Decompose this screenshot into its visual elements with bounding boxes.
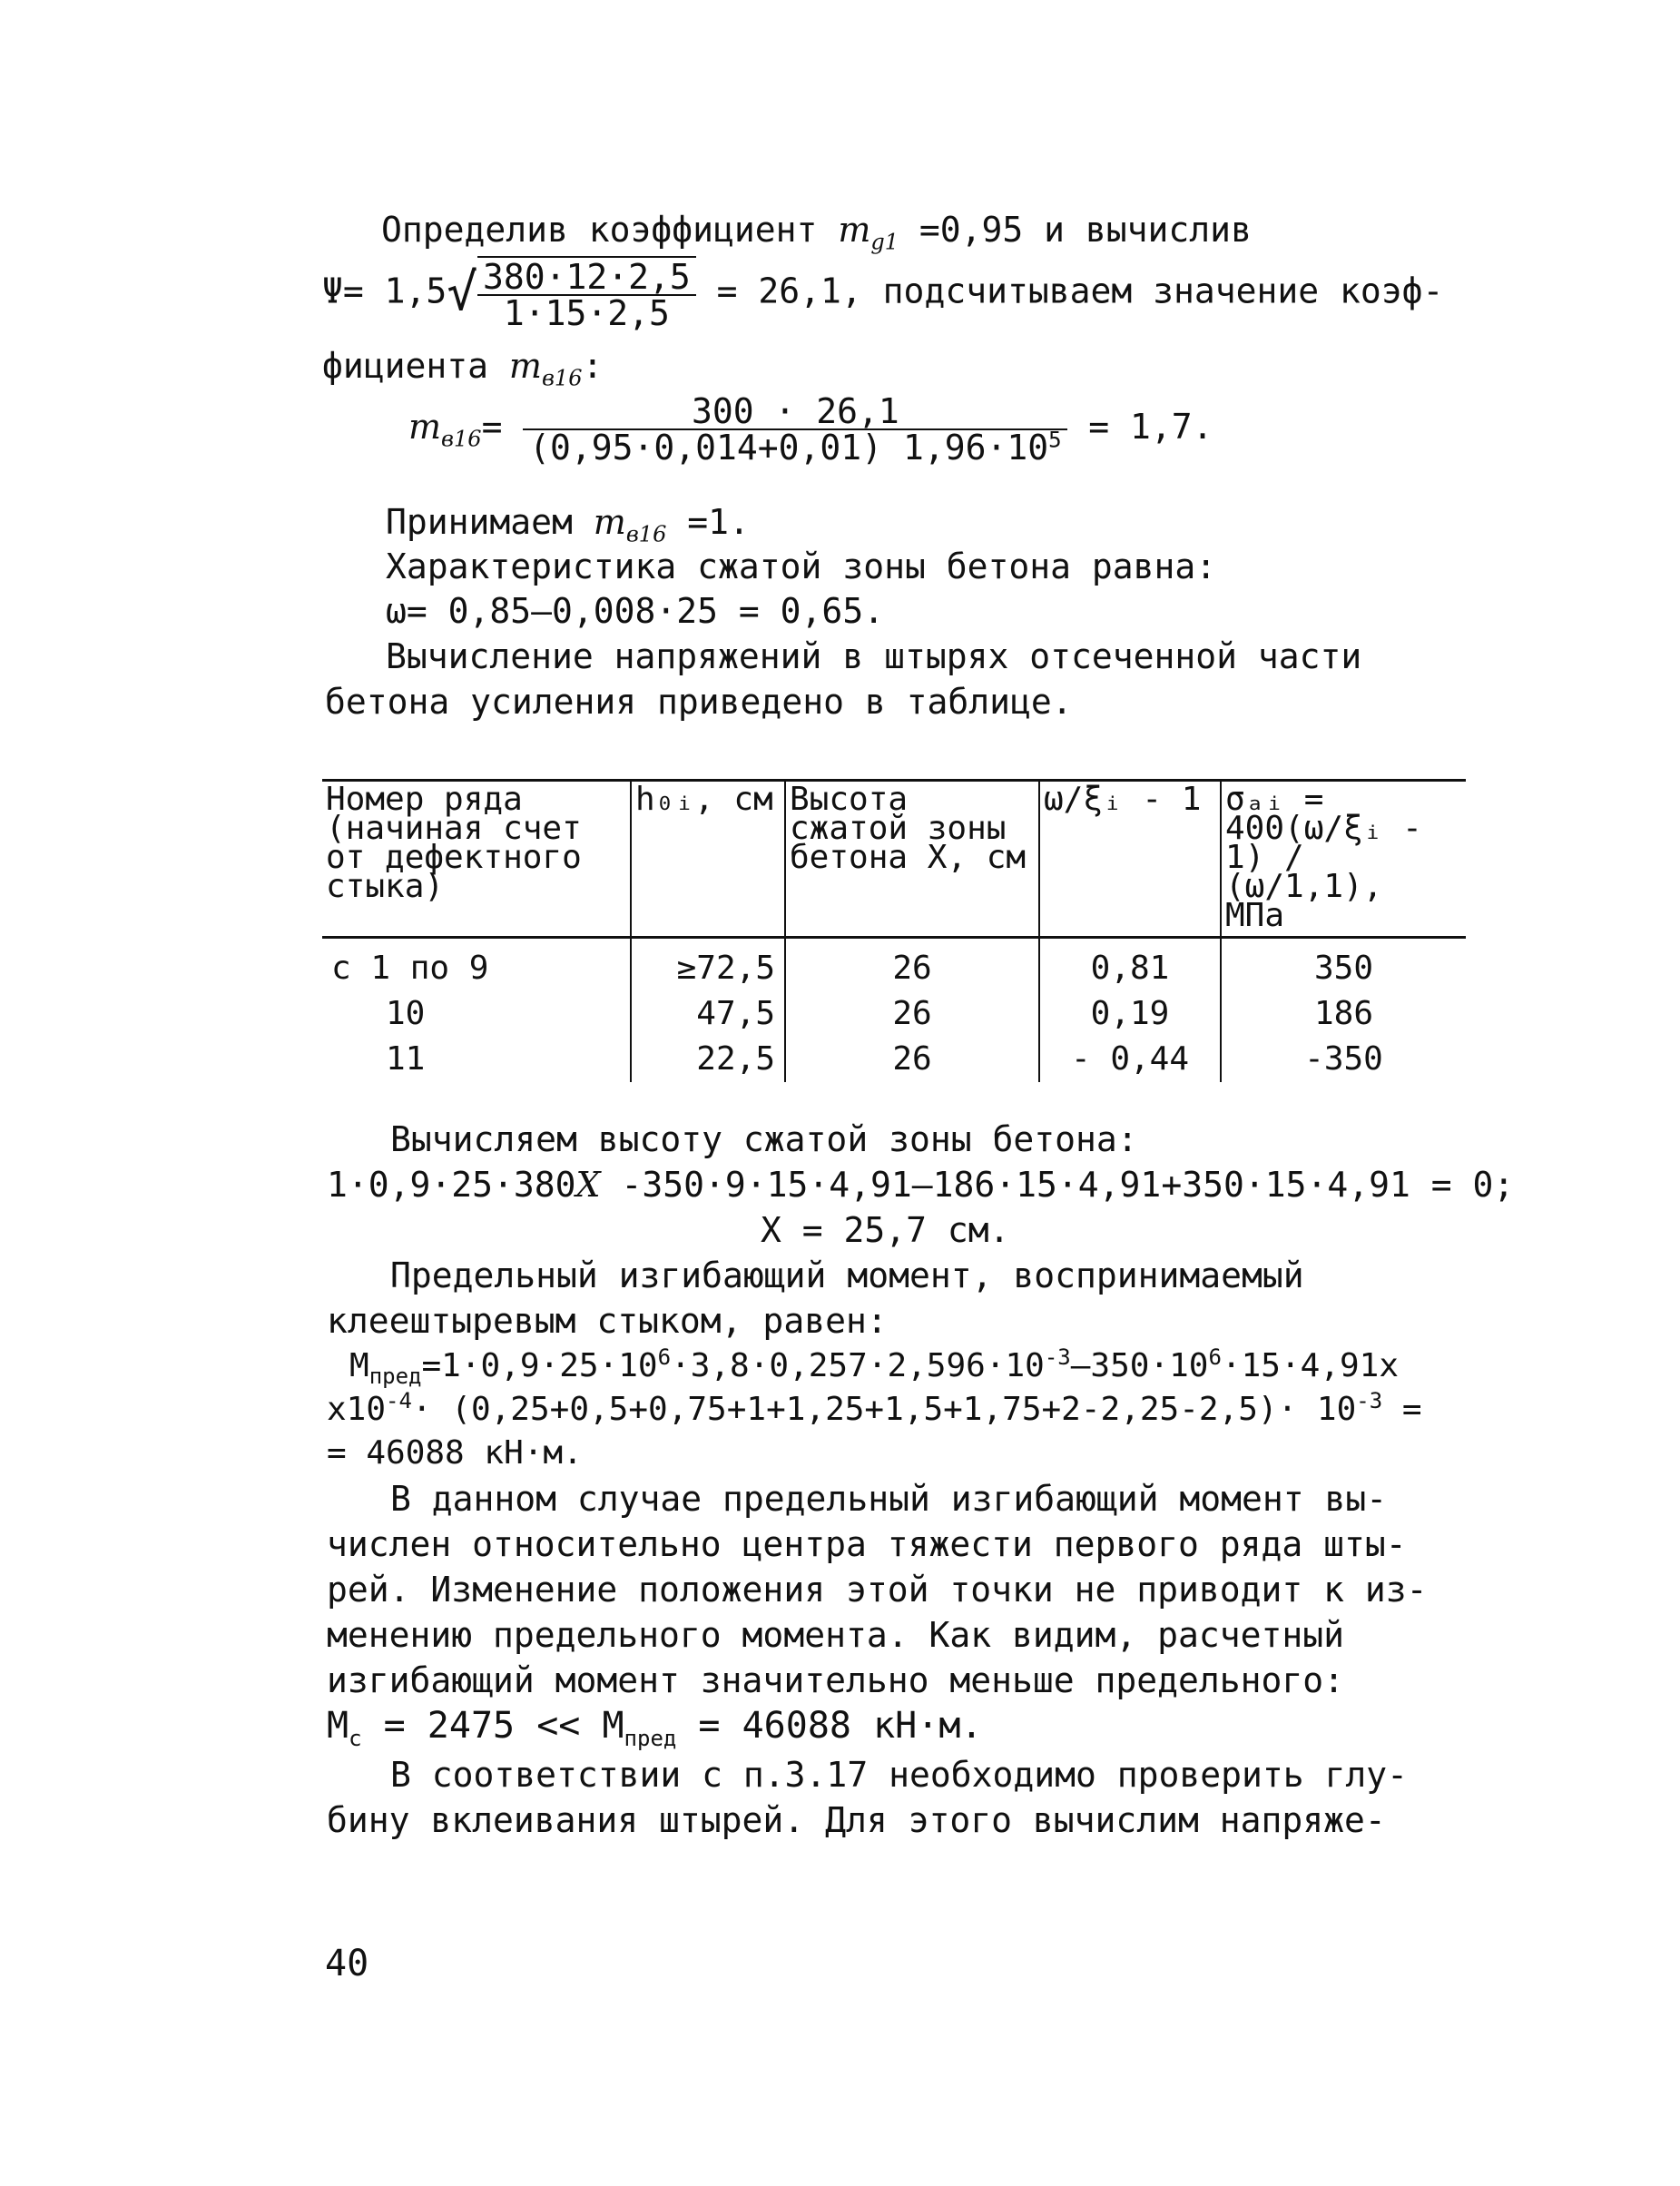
text-run: –350·10: [1070, 1347, 1209, 1384]
table-cell: с 1 по 9: [331, 950, 489, 987]
header-row-number: Номер ряда (начиная счет от дефектного стыка): [322, 781, 631, 938]
header-h0i: h₀ᵢ, см: [631, 781, 785, 938]
table-cell: 26: [785, 1037, 1039, 1082]
table-cell: 22,5: [631, 1037, 785, 1082]
paragraph-line: рей. Изменение положения этой точки не приводит к из-: [327, 1570, 1428, 1610]
coef-subscript: g1: [870, 229, 899, 255]
table-cell: 11: [386, 1040, 426, 1078]
coef-symbol: m: [838, 210, 871, 250]
subscript: пред: [368, 1364, 422, 1390]
mb16-formula: [408, 390, 1213, 468]
text-run: Определив коэффициент: [381, 210, 839, 250]
header-omega-ratio: ω/ξᵢ - 1: [1039, 781, 1221, 938]
text-run: · (0,25+0,5+0,75+1+1,25+1,5+1,75+2-2,25-2,5)· 10: [411, 1391, 1357, 1428]
exponent: 6: [657, 1344, 672, 1370]
paragraph-line: бетона усиления приведено в таблице.: [325, 682, 1073, 722]
coef-symbol: m: [508, 346, 542, 386]
moment-formula-line-1: [349, 1344, 1399, 1389]
symbol: M: [349, 1347, 369, 1384]
exponent: -4: [386, 1388, 412, 1413]
equals-sign: =: [481, 407, 503, 447]
table-cell: ≥72,5: [631, 938, 785, 992]
exponent: -3: [1044, 1344, 1071, 1370]
table-row: [322, 1037, 1466, 1082]
table-cell: 26: [785, 991, 1039, 1037]
mb16-symbol: m: [408, 407, 442, 447]
exponent: 5: [1048, 426, 1062, 452]
exponent: -3: [1356, 1388, 1383, 1413]
table-cell: - 0,44: [1039, 1037, 1221, 1082]
text-run: =0,95 и вычислив: [899, 210, 1252, 250]
sqrt-sign: √: [447, 262, 477, 322]
table-cell: 350: [1221, 938, 1466, 992]
header-sigma: σₐᵢ = 400(ω/ξᵢ - 1) / (ω/1,1), МПа: [1221, 781, 1466, 938]
paragraph-line: [381, 207, 1252, 255]
psi-numerator: 380·12·2,5: [477, 260, 696, 296]
paragraph-line: Вычисляем высоту сжатой зоны бетона:: [390, 1119, 1138, 1159]
subscript: пред: [624, 1726, 677, 1751]
page-number: 40: [325, 1943, 369, 1984]
header-zone-height: Высота сжатой зоны бетона X, см: [785, 781, 1039, 938]
paragraph-line: изгибающий момент значительно меньше предельного:: [327, 1660, 1345, 1700]
variable-x: X: [575, 1165, 601, 1205]
table-cell: 10: [386, 995, 426, 1032]
exponent: 6: [1208, 1344, 1222, 1370]
subscript: c: [349, 1726, 362, 1751]
psi-rhs: = 26,1, подсчитываем значение коэф-: [695, 271, 1444, 311]
coef-subscript: в16: [625, 521, 667, 547]
mb16-numerator: 300 · 26,1: [523, 394, 1067, 430]
symbol: M: [602, 1705, 624, 1747]
text-run: =: [1382, 1391, 1422, 1428]
psi-formula: [322, 256, 1444, 333]
paragraph-line: числен относительно центра тяжести первого ряда шты-: [327, 1524, 1407, 1564]
paragraph-line: [386, 499, 750, 545]
psi-denominator: 1·15·2,5: [503, 292, 670, 333]
text-run: ·3,8·0,257·2,596·10: [671, 1347, 1045, 1384]
text-run: =1.: [666, 502, 750, 542]
table-cell: 26: [785, 938, 1039, 992]
mb16-denominator: [523, 426, 1067, 468]
paragraph-line: Вычисление напряжений в штырях отсеченной части: [386, 636, 1362, 676]
moment-formula-line-3: = 46088 кН·м.: [327, 1434, 583, 1472]
text-run: ·15·4,91х: [1221, 1347, 1399, 1384]
mb16-subscript: в16: [441, 426, 482, 452]
table-row: [322, 991, 1466, 1037]
paragraph-line: В соответствии с п.3.17 необходимо проверить глу-: [390, 1755, 1409, 1795]
height-result: X = 25,7 см.: [761, 1210, 1010, 1250]
mb16-fraction: [523, 390, 1067, 468]
table-cell: 186: [1221, 991, 1466, 1037]
table-cell: -350: [1221, 1037, 1466, 1082]
paragraph-line: менению предельного момента. Как видим, расчетный: [327, 1615, 1345, 1655]
text-run: = 46088 кН·м.: [676, 1705, 983, 1747]
paragraph-line: клеештыревым стыком, равен:: [327, 1301, 888, 1341]
moment-formula-line-2: [327, 1387, 1422, 1433]
table-cell: 0,19: [1039, 991, 1221, 1037]
omega-formula: ω= 0,85–0,008·25 = 0,65.: [386, 591, 885, 631]
sqrt-body: [477, 256, 696, 333]
psi-fraction: [477, 256, 696, 333]
table-row: [322, 938, 1466, 992]
paragraph-line: Предельный изгибающий момент, воспринимаемый: [390, 1255, 1304, 1295]
table-cell: 0,81: [1039, 938, 1221, 992]
text-run: =1·0,9·25·10: [421, 1347, 658, 1384]
text-run: х10: [327, 1391, 387, 1428]
text-run: фициента: [322, 346, 509, 386]
height-equation: [327, 1162, 1514, 1207]
text-run: 1·0,9·25·380: [327, 1165, 576, 1205]
text-run: = 2475 <<: [361, 1705, 603, 1747]
coef-symbol: m: [593, 502, 626, 542]
table-cell: 47,5: [631, 991, 785, 1037]
psi-lhs: Ψ= 1,5: [322, 271, 447, 311]
symbol: M: [327, 1705, 349, 1747]
text-run: Принимаем: [386, 502, 594, 542]
text-run: :: [582, 346, 604, 386]
paragraph-line: В данном случае предельный изгибающий момент вы-: [390, 1479, 1388, 1519]
table-header-row: [322, 781, 1466, 938]
coef-subscript: в16: [541, 365, 583, 391]
paragraph-line: [322, 343, 603, 389]
mb16-result: = 1,7.: [1067, 407, 1213, 447]
paragraph-line: Характеристика сжатой зоны бетона равна:: [386, 546, 1217, 586]
text-run: (0,95·0,014+0,01) 1,96·10: [529, 427, 1049, 468]
text-run: -350·9·15·4,91–186·15·4,91+350·15·4,91 = 0;: [600, 1165, 1515, 1205]
paragraph-line: бину вклеивания штырей. Для этого вычислим напряже-: [327, 1800, 1386, 1840]
moment-comparison: [327, 1703, 983, 1751]
stress-table: [322, 779, 1466, 1082]
